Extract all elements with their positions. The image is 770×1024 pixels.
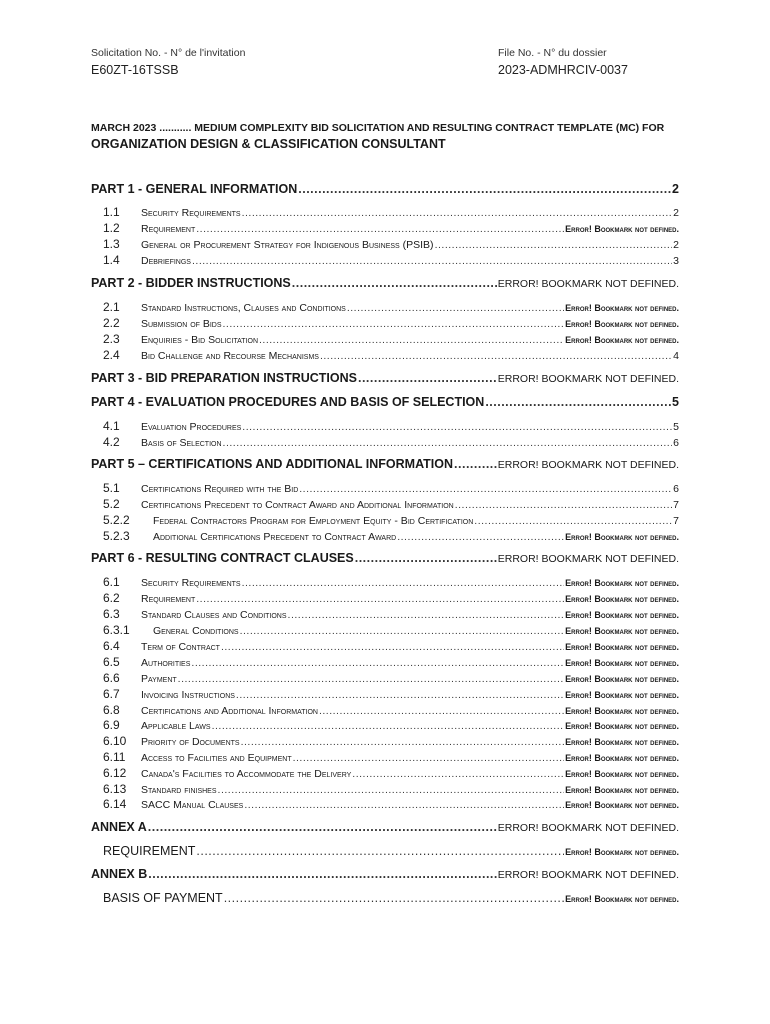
toc-entry-page: 3: [673, 255, 679, 267]
document-title-line2: ORGANIZATION DESIGN & CLASSIFICATION CONSULTANT: [91, 137, 446, 151]
toc-entry-page: 2: [672, 182, 679, 196]
toc-entry-page: Error! Bookmark not defined.: [565, 721, 679, 731]
file-label: File No. - N° du dossier: [498, 47, 607, 59]
toc-entry-title: Access to Facilities and Equipment: [141, 752, 292, 764]
toc-entry-title: ANNEX A: [91, 820, 147, 834]
toc-entry-page: Error! Bookmark not defined.: [565, 578, 679, 588]
toc-entry-title: Additional Certifications Precedent to Contract Award: [153, 531, 397, 543]
toc-entry[interactable]: [91, 332, 679, 346]
toc-entry[interactable]: [91, 276, 679, 290]
toc-entry-number: 6.7: [103, 687, 120, 701]
toc-entry-page: Error! Bookmark not defined.: [565, 753, 679, 763]
toc-entry-number: 2.1: [103, 300, 120, 314]
toc-leader-dots: [358, 371, 497, 385]
toc-entry-page: Error! Bookmark not defined.: [565, 706, 679, 716]
toc-leader-dots: [212, 720, 565, 732]
toc-entry[interactable]: [91, 734, 679, 748]
toc-entry-number: 6.9: [103, 718, 120, 732]
toc-entry-title: ANNEX B: [91, 867, 148, 881]
toc-leader-dots: [218, 784, 565, 796]
toc-entry[interactable]: [91, 867, 679, 881]
toc-entry[interactable]: [91, 348, 679, 362]
toc-entry-number: 2.4: [103, 348, 120, 362]
toc-entry-number: 5.2.3: [103, 529, 130, 543]
toc-leader-dots: [241, 736, 565, 748]
toc-entry-title: PART 2 - BIDDER INSTRUCTIONS: [91, 276, 291, 290]
toc-entry[interactable]: [91, 300, 679, 314]
toc-entry-title: Payment: [141, 673, 177, 685]
document-title-line1: MARCH 2023 ........... MEDIUM COMPLEXITY BID SOLICITATION AND RESULTING CONTRACT TEMPLATE (MC) FOR: [91, 122, 665, 134]
toc-entry-title: Authorities: [141, 657, 191, 669]
toc-entry[interactable]: [91, 797, 679, 811]
toc-entry-number: 4.2: [103, 435, 120, 449]
toc-entry-title: Requirement: [141, 593, 196, 605]
toc-entry-title: Applicable Laws: [141, 720, 211, 732]
toc-entry-title: General or Procurement Strategy for Indigenous Business (PSIB): [141, 239, 434, 251]
toc-entry-number: 6.12: [103, 766, 127, 780]
toc-entry-page: 6: [673, 483, 679, 495]
toc-entry-title: Certifications Required with the Bid: [141, 483, 299, 495]
toc-leader-dots: [454, 457, 497, 471]
toc-entry-title: Evaluation Procedures: [141, 421, 242, 433]
toc-leader-dots: [148, 820, 497, 834]
toc-entry-page: 4: [673, 350, 679, 362]
toc-entry[interactable]: [91, 205, 679, 219]
toc-entry-title: BASIS OF PAYMENT: [103, 891, 223, 905]
toc-entry[interactable]: [91, 623, 679, 637]
toc-entry-page: Error! Bookmark not defined.: [565, 642, 679, 652]
toc-entry-title: General Conditions: [153, 625, 239, 637]
toc-entry-page: ERROR! BOOKMARK NOT DEFINED.: [497, 278, 679, 290]
toc-entry[interactable]: [91, 844, 679, 858]
toc-leader-dots: [242, 207, 673, 219]
toc-entry[interactable]: [91, 703, 679, 717]
toc-entry[interactable]: [91, 607, 679, 621]
toc-entry-number: 6.4: [103, 639, 120, 653]
toc-entry[interactable]: [91, 513, 679, 527]
toc-entry-page: Error! Bookmark not defined.: [565, 532, 679, 542]
toc-entry-page: Error! Bookmark not defined.: [565, 894, 679, 904]
toc-leader-dots: [178, 673, 565, 685]
toc-entry-title: Enquiries - Bid Solicitation: [141, 334, 259, 346]
toc-entry[interactable]: [91, 419, 679, 433]
toc-entry-number: 6.3: [103, 607, 120, 621]
toc-entry-number: 1.3: [103, 237, 120, 251]
toc-entry[interactable]: [91, 221, 679, 235]
toc-entry-number: 5.1: [103, 481, 120, 495]
toc-leader-dots: [319, 705, 564, 717]
toc-entry[interactable]: [91, 782, 679, 796]
toc-leader-dots: [242, 577, 565, 589]
toc-entry-number: 2.3: [103, 332, 120, 346]
toc-entry-page: ERROR! BOOKMARK NOT DEFINED.: [497, 822, 679, 834]
toc-entry-page: Error! Bookmark not defined.: [565, 594, 679, 604]
toc-entry-title: Standard finishes: [141, 784, 217, 796]
toc-entry-title: Standard Instructions, Clauses and Conditions: [141, 302, 346, 314]
toc-entry-title: Priority of Documents: [141, 736, 240, 748]
toc-leader-dots: [244, 799, 564, 811]
toc-entry-number: 1.1: [103, 205, 120, 219]
toc-entry-title: PART 6 - RESULTING CONTRACT CLAUSES: [91, 551, 354, 565]
toc-leader-dots: [223, 437, 673, 449]
toc-entry[interactable]: [91, 395, 679, 409]
toc-leader-dots: [196, 844, 564, 858]
toc-entry-page: ERROR! BOOKMARK NOT DEFINED.: [497, 869, 679, 881]
toc-entry-page: Error! Bookmark not defined.: [565, 658, 679, 668]
toc-entry-title: Standard Clauses and Conditions: [141, 609, 287, 621]
toc-entry[interactable]: [91, 766, 679, 780]
toc-leader-dots: [192, 255, 672, 267]
toc-entry-title: Bid Challenge and Recourse Mechanisms: [141, 350, 319, 362]
toc-entry-number: 6.13: [103, 782, 127, 796]
toc-entry[interactable]: [91, 655, 679, 669]
toc-entry[interactable]: [91, 820, 679, 834]
toc-entry-title: PART 1 - GENERAL INFORMATION: [91, 182, 298, 196]
toc-leader-dots: [221, 641, 564, 653]
toc-entry-title: Requirement: [141, 223, 196, 235]
toc-entry-number: 6.10: [103, 734, 127, 748]
toc-leader-dots: [299, 483, 672, 495]
toc-entry-page: Error! Bookmark not defined.: [565, 674, 679, 684]
solicitation-label: Solicitation No. - N° de l'invitation: [91, 47, 246, 59]
toc-leader-dots: [196, 593, 564, 605]
toc-leader-dots: [288, 609, 565, 621]
toc-entry-title: Certifications Precedent to Contract Award and Additional Information: [141, 499, 454, 511]
toc-entry[interactable]: [91, 687, 679, 701]
toc-leader-dots: [148, 867, 496, 881]
toc-entry-title: Invoicing Instructions: [141, 689, 235, 701]
toc-leader-dots: [455, 499, 672, 511]
toc-entry-title: Debriefings: [141, 255, 191, 267]
toc-entry[interactable]: [91, 371, 679, 385]
toc-entry-number: 1.4: [103, 253, 120, 267]
toc-entry[interactable]: [91, 639, 679, 653]
toc-entry-page: Error! Bookmark not defined.: [565, 800, 679, 810]
toc-entry[interactable]: [91, 435, 679, 449]
toc-entry-title: Security Requirements: [141, 577, 241, 589]
toc-entry-title: Canada's Facilities to Accommodate the Delivery: [141, 768, 352, 780]
toc-entry[interactable]: [91, 551, 679, 565]
toc-entry-number: 6.11: [103, 750, 126, 764]
toc-leader-dots: [397, 531, 564, 543]
toc-leader-dots: [347, 302, 564, 314]
toc-entry[interactable]: [91, 529, 679, 543]
toc-leader-dots: [191, 657, 564, 669]
toc-entry-number: 6.8: [103, 703, 120, 717]
toc-entry-number: 5.2.2: [103, 513, 130, 527]
toc-entry-number: 6.5: [103, 655, 120, 669]
toc-entry-number: 2.2: [103, 316, 120, 330]
toc-entry-number: 5.2: [103, 497, 120, 511]
toc-entry-number: 6.6: [103, 671, 120, 685]
toc-entry-page: 5: [673, 421, 679, 433]
toc-leader-dots: [355, 551, 497, 565]
toc-entry-page: 2: [673, 207, 679, 219]
toc-entry-page: Error! Bookmark not defined.: [565, 319, 679, 329]
toc-entry[interactable]: [91, 253, 679, 267]
toc-entry-page: 2: [673, 239, 679, 251]
toc-entry-page: Error! Bookmark not defined.: [565, 303, 679, 313]
toc-entry-title: PART 3 - BID PREPARATION INSTRUCTIONS: [91, 371, 357, 385]
toc-leader-dots: [236, 689, 564, 701]
toc-leader-dots: [485, 395, 671, 409]
file-number: 2023-ADMHRCIV-0037: [498, 63, 628, 77]
toc-leader-dots: [240, 625, 565, 637]
toc-entry-number: 6.3.1: [103, 623, 130, 637]
toc-leader-dots: [352, 768, 564, 780]
toc-leader-dots: [259, 334, 564, 346]
toc-entry-page: 6: [673, 437, 679, 449]
toc-entry-title: SACC Manual Clauses: [141, 799, 244, 811]
toc-entry-page: Error! Bookmark not defined.: [565, 626, 679, 636]
toc-entry-number: 4.1: [103, 419, 120, 433]
toc-entry[interactable]: [91, 481, 679, 495]
solicitation-number: E60ZT-16TSSB: [91, 63, 179, 77]
toc-entry-title: Basis of Selection: [141, 437, 222, 449]
toc-leader-dots: [435, 239, 673, 251]
toc-leader-dots: [292, 276, 497, 290]
toc-entry-page: 7: [673, 515, 679, 527]
toc-entry-number: 6.2: [103, 591, 120, 605]
toc-entry-number: 1.2: [103, 221, 120, 235]
toc-entry-page: ERROR! BOOKMARK NOT DEFINED.: [497, 553, 679, 565]
toc-entry-page: Error! Bookmark not defined.: [565, 224, 679, 234]
toc-leader-dots: [298, 182, 671, 196]
toc-leader-dots: [224, 891, 564, 905]
toc-entry-page: Error! Bookmark not defined.: [565, 690, 679, 700]
toc-leader-dots: [474, 515, 672, 527]
toc-entry-page: Error! Bookmark not defined.: [565, 737, 679, 747]
toc-entry-page: Error! Bookmark not defined.: [565, 769, 679, 779]
toc-entry[interactable]: [91, 671, 679, 685]
toc-entry-page: ERROR! BOOKMARK NOT DEFINED.: [497, 459, 679, 471]
toc-entry-page: Error! Bookmark not defined.: [565, 785, 679, 795]
toc-leader-dots: [293, 752, 565, 764]
toc-entry-number: 6.14: [103, 797, 127, 811]
toc-entry[interactable]: [91, 497, 679, 511]
toc-leader-dots: [196, 223, 564, 235]
toc-leader-dots: [242, 421, 672, 433]
toc-entry-page: Error! Bookmark not defined.: [565, 847, 679, 857]
toc-entry-page: 5: [672, 395, 679, 409]
toc-entry[interactable]: [91, 591, 679, 605]
toc-entry-title: Federal Contractors Program for Employment Equity - Bid Certification: [153, 515, 474, 527]
toc-entry-number: 6.1: [103, 575, 120, 589]
toc-entry[interactable]: [91, 237, 679, 251]
toc-entry-title: PART 4 - EVALUATION PROCEDURES AND BASIS OF SELECTION: [91, 395, 485, 409]
toc-entry[interactable]: [91, 575, 679, 589]
toc-entry-title: Submission of Bids: [141, 318, 222, 330]
toc-entry-page: ERROR! BOOKMARK NOT DEFINED.: [497, 373, 679, 385]
toc-entry[interactable]: [91, 750, 679, 764]
toc-entry-page: Error! Bookmark not defined.: [565, 610, 679, 620]
toc-entry-title: Certifications and Additional Information: [141, 705, 318, 717]
toc-entry[interactable]: [91, 182, 679, 196]
toc-leader-dots: [320, 350, 672, 362]
toc-entry[interactable]: [91, 316, 679, 330]
toc-entry[interactable]: [91, 457, 679, 471]
toc-entry-title: Security Requirements: [141, 207, 241, 219]
toc-entry-title: PART 5 – CERTIFICATIONS AND ADDITIONAL INFORMATION: [91, 457, 454, 471]
toc-entry-page: 7: [673, 499, 679, 511]
toc-entry-title: Term of Contract: [141, 641, 220, 653]
toc-leader-dots: [223, 318, 565, 330]
toc-entry[interactable]: [91, 718, 679, 732]
toc-entry-title: REQUIREMENT: [103, 844, 196, 858]
toc-entry-page: Error! Bookmark not defined.: [565, 335, 679, 345]
toc-entry[interactable]: [91, 891, 679, 905]
